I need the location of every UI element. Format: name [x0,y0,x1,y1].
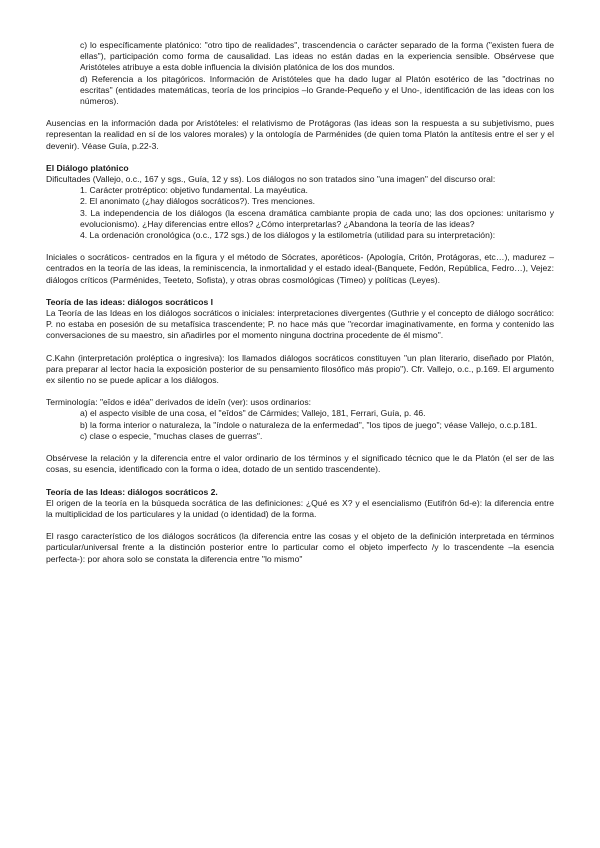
section-heading-dialogo: El Diálogo platónico [46,162,129,173]
dialogo-item-2: 2. El anonimato (¿hay diálogos socráticos?). Tres menciones. [80,196,316,207]
list-item-c: c) lo específicamente platónico: "otro tipo de realidades", trascendencia o carácter separado de la forma ("existen fuera de ellas"), participación como forma de causalidad. Las ideas no están dadas en la experiencia sensible. Obsérvese que Aristóteles atribuye a esta doble influencia la división platónica de los dos mundos. [80,40,554,73]
dialogo-item-4: 4. La ordenación cronológica (o.c., 172 sgs.) de los diálogos y la estilometría (utilidad para su interpretación): [80,230,496,241]
list-item-d: d) Referencia a los pitagóricos. Información de Aristóteles que ha dado lugar al Platón esotérico de las "doctrinas no escritas" (entidades matemáticas, teoría de los principios –lo Grande-Pequeño y el Uno-, identificación de las ideas con los números). [80,73,554,107]
dialogo-intro: Dificultades (Vallejo, o.c., 167 y sgs., Guía, 12 y ss). Los diálogos no son tratados sino "una imagen" del discurso oral: [46,174,496,185]
observese-paragraph: Obsérvese la relación y la diferencia entre el valor ordinario de los términos y el significado técnico que le da Platón (el ser de las cosas, su esencia, identificado con la forma o idea, dotado de un sentido trascendente). [46,453,554,475]
uso-item-b: b) la forma interior o naturaleza, la "índole o naturaleza de la enfermedad", "los tipos de juego"; véase Vallejo, o.c.p.181. [80,419,538,430]
uso-item-c: c) clase o especie, "muchas clases de guerras". [80,430,263,441]
teoria2-paragraph-1: El origen de la teoría en la búsqueda socrática de las definiciones: ¿Qué es X? y el esencialismo (Eutifrón 6d-e): la diferencia entre la multiplicidad de los particulares y la unidad (o identidad) de la forma. [46,497,554,519]
dialogo-item-3: 3. La independencia de los diálogos (la escena dramática cambiante propia de cada uno; las dos opciones: unitarismo y evolucionismo). ¿Hay diferencias entre ellos? ¿Cómo interpretarlas? ¿Abandona la teoría de las ideas? [80,207,554,229]
section-heading-teoria-2: Teoría de las Ideas: diálogos socráticos 2. [46,486,218,497]
teoria1-paragraph-1: La Teoría de las Ideas en los diálogos socráticos o iniciales: interpretaciones divergentes (Guthrie y el concepto de diálogo socrático: P. no estaba en posesión de su metafísica trascendente; P. no hace más que "recordar imaginativamente, en forma y contenido las conversaciones de su maestro, sin añadirles por el momento ninguna doctrina procedente de él mismo". [46,308,554,341]
teoria1-paragraph-2: C.Kahn (interpretación proléptica o ingresiva): los llamados diálogos socráticos constituyen "un plan literario, diseñado por Platón, para preparar al lector hacia la exposición posterior de su pensamiento filosófico más propio"). Cfr. Vallejo, o.c., p.169. El argumento ex silentio no se puede aplicar a los diálogos. [46,352,554,386]
teoria2-paragraph-2: El rasgo característico de los diálogos socráticos (la diferencia entre las cosas y el objeto de la definición interpretada en términos particular/universal frente a la distinción posterior entre lo particular como el objeto imperfecto /y lo trascendente –la esencia perfecta-): por ahora solo se constata la diferencia entre "lo mismo" [46,531,554,564]
section-heading-teoria-1: Teoría de las ideas: diálogos socráticos I [46,296,213,307]
dialogo-item-1: 1. Carácter protréptico: objetivo fundamental. La mayéutica. [80,185,308,196]
periodos-paragraph: Iniciales o socráticos- centrados en la figura y el método de Sócrates, aporéticos- (Apología, Critón, Protágoras, etc…), madurez –centrados en la teoría de las ideas, la reminiscencia, la inmortalidad y el estado ideal-(Banquete, Fedón, República, Fedro…), Vejez: diálogos críticos (Parménides, Teeteto, Sofista), y otras obras cosmológicas (Timeo) y políticas (Leyes). [46,252,554,285]
ausencias-paragraph: Ausencias en la información dada por Aristóteles: el relativismo de Protágoras (las ideas son la respuesta a su subjetivismo, pues representan la realidad en sí de los valores morales) y la ontología de Parménides (de quien toma Platón la antítesis entre el ser y el devenir). Véase Guía, p.22-3. [46,118,554,151]
terminologia-line: Terminología: "eîdos e idéa" derivados de ideîn (ver): usos ordinarios: [46,397,312,408]
document-page [46,40,554,565]
uso-item-a: a) el aspecto visible de una cosa, el "eîdos" de Cármides; Vallejo, 181, Ferrari, Guía, p. 46. [80,408,426,419]
